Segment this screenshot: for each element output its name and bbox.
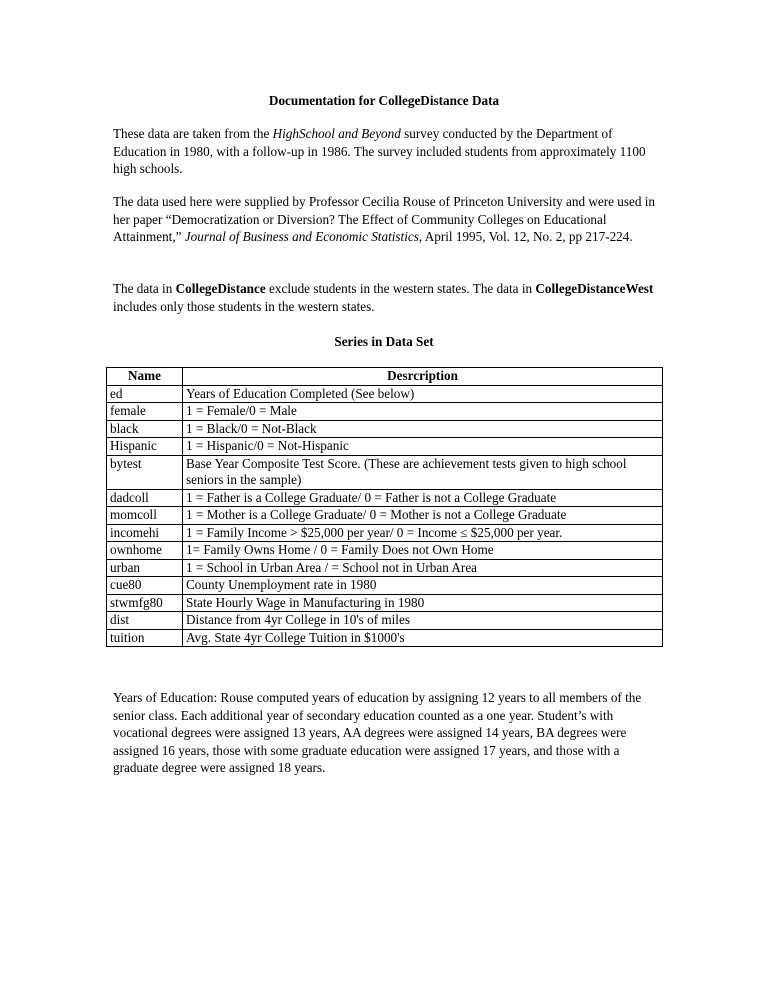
paragraph-text: survey conducted by the Department of Education in 1980, with a follow-up in 1986. The survey included students from approximately 1100 high schools. bbox=[113, 126, 646, 176]
paragraph-source bbox=[113, 125, 658, 178]
paragraph-text: The data in bbox=[113, 281, 176, 296]
series-name-cell: dist bbox=[107, 612, 183, 630]
series-description-cell: Distance from 4yr College in 10's of miles bbox=[183, 612, 663, 630]
table-row bbox=[107, 559, 663, 577]
paragraph-text: The data used here were supplied by Professor Cecilia Rouse of Princeton University and were used in her paper “Democratization or Diversion? The Effect of Community Colleges on Educational Attainment,” bbox=[113, 194, 656, 244]
table-header-row bbox=[107, 368, 663, 386]
series-name-cell: cue80 bbox=[107, 577, 183, 595]
series-name-cell: female bbox=[107, 403, 183, 421]
paragraph-datasets bbox=[113, 280, 658, 315]
paragraph-citation bbox=[113, 193, 658, 246]
table-body bbox=[107, 385, 663, 647]
paragraph-years-of-education: Years of Education: Rouse computed years of education by assigning 12 years to all members of the senior class. Each additional year of secondary education counted as a one year. Student’s with vocational degrees were assigned 13 years, AA degrees were assigned 14 years, BA degrees were assigned 16 years, those with some graduate education were assigned 17 years, and those with a graduate degree were assigned 18 years. bbox=[113, 690, 642, 775]
series-description-cell: 1 = School in Urban Area / = School not in Urban Area bbox=[183, 559, 663, 577]
series-name-cell: dadcoll bbox=[107, 489, 183, 507]
series-description-cell: 1 = Father is a College Graduate/ 0 = Father is not a College Graduate bbox=[183, 489, 663, 507]
series-description-cell: 1 = Mother is a College Graduate/ 0 = Mother is not a College Graduate bbox=[183, 507, 663, 525]
paragraph-text: These data are taken from the bbox=[113, 126, 273, 141]
table-row bbox=[107, 489, 663, 507]
series-description-cell: 1= Family Owns Home / 0 = Family Does not Own Home bbox=[183, 542, 663, 560]
table-row bbox=[107, 507, 663, 525]
series-name-cell: urban bbox=[107, 559, 183, 577]
paragraph-text: , April 1995, Vol. 12, No. 2, pp 217-224. bbox=[418, 229, 633, 244]
dataset-name-collegedistance: CollegeDistance bbox=[175, 281, 266, 296]
series-name-cell: Hispanic bbox=[107, 438, 183, 456]
table-row bbox=[107, 577, 663, 595]
series-description-cell: 1 = Hispanic/0 = Not-Hispanic bbox=[183, 438, 663, 456]
survey-name: HighSchool and Beyond bbox=[272, 126, 401, 141]
series-heading: Series in Data Set bbox=[334, 334, 434, 349]
series-description-cell: 1 = Black/0 = Not-Black bbox=[183, 420, 663, 438]
series-name-cell: momcoll bbox=[107, 507, 183, 525]
series-name-cell: ed bbox=[107, 385, 183, 403]
series-name-cell: stwmfg80 bbox=[107, 594, 183, 612]
dataset-name-collegedistancewest: CollegeDistanceWest bbox=[535, 281, 654, 296]
series-description-cell: County Unemployment rate in 1980 bbox=[183, 577, 663, 595]
series-name-cell: bytest bbox=[107, 455, 183, 489]
document-title: Documentation for CollegeDistance Data bbox=[268, 93, 500, 108]
paragraph-text: exclude students in the western states. The data in bbox=[265, 281, 536, 296]
journal-name: Journal of Business and Economic Statistics bbox=[184, 229, 419, 244]
series-description-cell: Years of Education Completed (See below) bbox=[183, 385, 663, 403]
series-description-cell: Avg. State 4yr College Tuition in $1000's bbox=[183, 629, 663, 647]
paragraph-text: includes only those students in the western states. bbox=[113, 298, 375, 314]
table-row bbox=[107, 542, 663, 560]
series-description-cell: 1 = Female/0 = Male bbox=[183, 403, 663, 421]
table-row bbox=[107, 524, 663, 542]
series-name-cell: incomehi bbox=[107, 524, 183, 542]
column-header-name: Name bbox=[107, 368, 183, 386]
table-row bbox=[107, 420, 663, 438]
table-row bbox=[107, 629, 663, 647]
series-description-cell: 1 = Family Income > $25,000 per year/ 0 = Income ≤ $25,000 per year. bbox=[183, 524, 663, 542]
column-header-description: Desrcription bbox=[183, 368, 663, 386]
table-row bbox=[107, 438, 663, 456]
table-row bbox=[107, 403, 663, 421]
series-description-cell: Base Year Composite Test Score. (These are achievement tests given to high school seniors in the sample) bbox=[183, 455, 663, 489]
series-name-cell: black bbox=[107, 420, 183, 438]
table-row bbox=[107, 612, 663, 630]
table-row bbox=[107, 594, 663, 612]
series-name-cell: ownhome bbox=[107, 542, 183, 560]
series-table bbox=[106, 367, 663, 647]
series-name-cell: tuition bbox=[107, 629, 183, 647]
table-row bbox=[107, 455, 663, 489]
series-description-cell: State Hourly Wage in Manufacturing in 1980 bbox=[183, 594, 663, 612]
table-row bbox=[107, 385, 663, 403]
